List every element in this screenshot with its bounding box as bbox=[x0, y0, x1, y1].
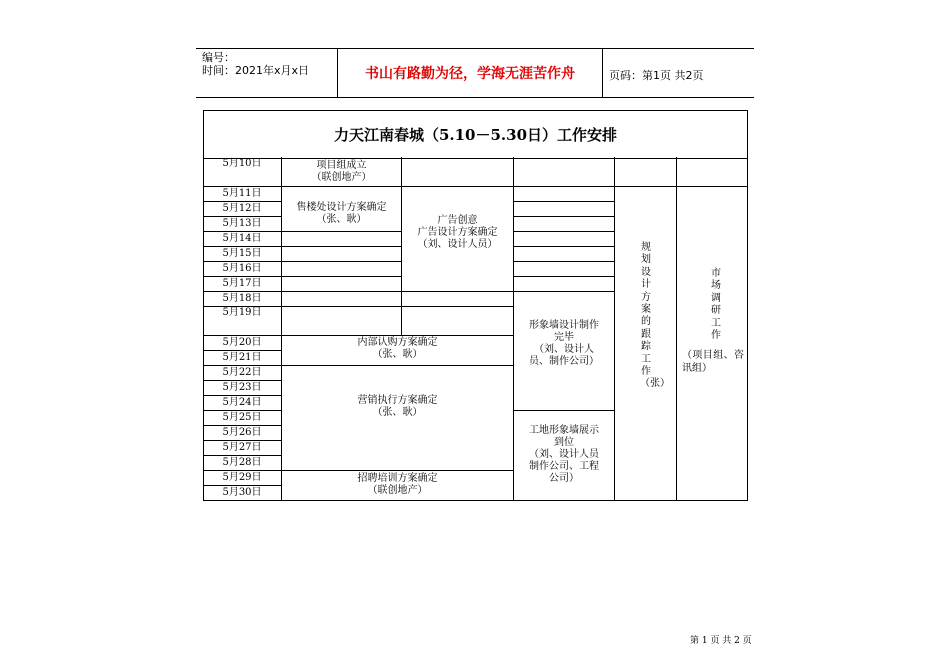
task-sales-office: 售楼处设计方案确定 （张、耿） bbox=[296, 202, 387, 225]
table-title: 力天江南春城（5.10－5.30日）工作安排 bbox=[204, 111, 747, 159]
grid-line bbox=[401, 306, 513, 307]
date-cell: 5月13日 bbox=[222, 218, 262, 229]
date-cell: 5月26日 bbox=[222, 427, 262, 438]
task-internal-subscription: 内部认购方案确定 （张、耿） bbox=[357, 337, 438, 360]
date-cell: 5月15日 bbox=[222, 248, 262, 259]
grid-line bbox=[513, 201, 614, 202]
document-header bbox=[196, 48, 754, 98]
task-market-research: 市场调研工作 bbox=[711, 268, 721, 342]
date-cell: 5月22日 bbox=[222, 367, 262, 378]
grid-line bbox=[281, 335, 401, 336]
grid-line bbox=[676, 157, 677, 500]
date-cell: 5月20日 bbox=[222, 337, 262, 348]
time-label: 时间：2021年x月x日 bbox=[202, 64, 310, 77]
motto: 书山有路勤为径，学海无涯苦作舟 bbox=[365, 66, 575, 82]
grid-line bbox=[281, 291, 401, 292]
grid-line bbox=[513, 216, 614, 217]
grid-line bbox=[281, 365, 513, 366]
date-cell: 5月25日 bbox=[222, 412, 262, 423]
grid-line bbox=[513, 276, 614, 277]
task-image-wall: 形象墙设计制作 完毕 （刘、设计人 员、制作公司） bbox=[529, 320, 599, 367]
date-cell: 5月29日 bbox=[222, 472, 262, 483]
grid-line bbox=[513, 410, 614, 411]
task-marketing: 营销执行方案确定 （张、耿） bbox=[357, 395, 438, 418]
grid-line bbox=[281, 261, 401, 262]
grid-line bbox=[281, 306, 401, 307]
date-cell: 5月12日 bbox=[222, 203, 262, 214]
date-cell: 5月18日 bbox=[222, 293, 262, 304]
page-info: 页码：第1页 共2页 bbox=[609, 69, 704, 82]
date-cell: 5月19日 bbox=[222, 307, 262, 318]
grid-line bbox=[513, 231, 614, 232]
grid-line bbox=[614, 186, 748, 187]
grid-line bbox=[281, 186, 401, 187]
grid-line bbox=[281, 276, 401, 277]
grid-line bbox=[401, 186, 513, 187]
date-cell: 5月16日 bbox=[222, 263, 262, 274]
date-cell: 5月24日 bbox=[222, 397, 262, 408]
header-meta bbox=[202, 51, 309, 77]
date-cell: 5月10日 bbox=[222, 158, 262, 169]
grid-line bbox=[513, 186, 614, 187]
task-market-research-team: （项目组、咨讯组） bbox=[682, 350, 744, 374]
grid-line bbox=[281, 470, 513, 471]
grid-line bbox=[513, 246, 614, 247]
grid-line bbox=[401, 335, 513, 336]
date-cell: 5月17日 bbox=[222, 278, 262, 289]
date-cell: 5月30日 bbox=[222, 487, 262, 498]
date-cell: 5月27日 bbox=[222, 442, 262, 453]
task-planning-track: 规划设计方案的跟踪工作（张） bbox=[640, 242, 670, 390]
date-cell: 5月11日 bbox=[222, 188, 262, 199]
grid-line bbox=[614, 157, 615, 500]
grid-line bbox=[281, 246, 401, 247]
date-cell: 5月21日 bbox=[222, 352, 262, 363]
task-recruitment: 招聘培训方案确定 （联创地产） bbox=[357, 473, 438, 496]
date-cell: 5月23日 bbox=[222, 382, 262, 393]
grid-line bbox=[401, 291, 513, 292]
grid-line bbox=[513, 261, 614, 262]
task-ad-creative: 广告创意 广告设计方案确定 （刘、设计人员） bbox=[417, 215, 498, 250]
date-cell: 5月14日 bbox=[222, 233, 262, 244]
number-label: 编号： bbox=[202, 51, 235, 64]
date-cell: 5月28日 bbox=[222, 457, 262, 468]
grid-line bbox=[513, 291, 614, 292]
grid-line bbox=[281, 231, 401, 232]
page-footer: 第 1 页 共 2 页 bbox=[690, 636, 752, 646]
header-divider bbox=[602, 49, 603, 97]
task-project-team: 项目组成立 （联创地产） bbox=[311, 160, 372, 183]
task-site-wall: 工地形象墙展示 到位 （刘、设计人员 制作公司、工程 公司） bbox=[529, 425, 599, 484]
